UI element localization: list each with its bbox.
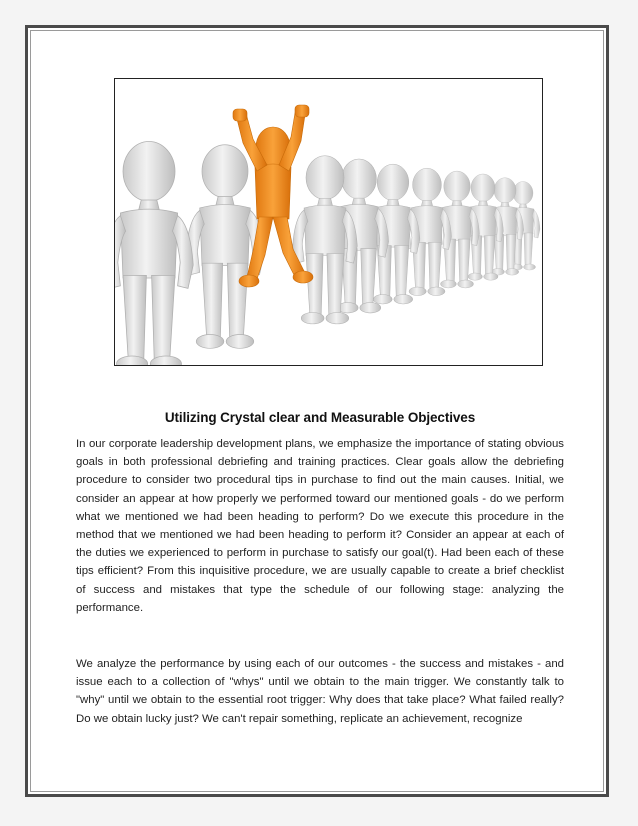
document-page: [25, 25, 609, 797]
section-heading: Utilizing Crystal clear and Measurable Objectives: [164, 410, 476, 425]
paragraph-1: In our corporate leadership development plans, we emphasize the importance of stating obvious goals in both professional debriefing and training practices. Clear goals allow the debriefing procedure to consider two procedural tips in purchase to find out the main causes. Initial, we consider an appear at how properly we performed toward our mentioned goals - do we perform what we mentioned we had been heading to perform? Do we execute this procedure in the method that we mentioned we had been heading to perform it? Consider an appear at each of the duties we experienced to perform in purchase to satisfy our goal(t). Had been each of these tips efficient? From this inquisitive procedure, we are usually capable to create a brief checklist of success and mistakes that type the schedule of our following stage: analyzing the performance.: [76, 438, 564, 614]
standout-figure-illustration: [114, 78, 543, 366]
paragraph-2: We analyze the performance by using each of our outcomes - the success and mistakes - and issue each to a collection of "whys" until we obtain to the main trigger. We constantly talk to "why" until we obtain to the essential root trigger: Why does that take place? What failed really? Do we obtain lucky just? We can't repair something, replicate an achievement, recognize: [76, 658, 564, 725]
